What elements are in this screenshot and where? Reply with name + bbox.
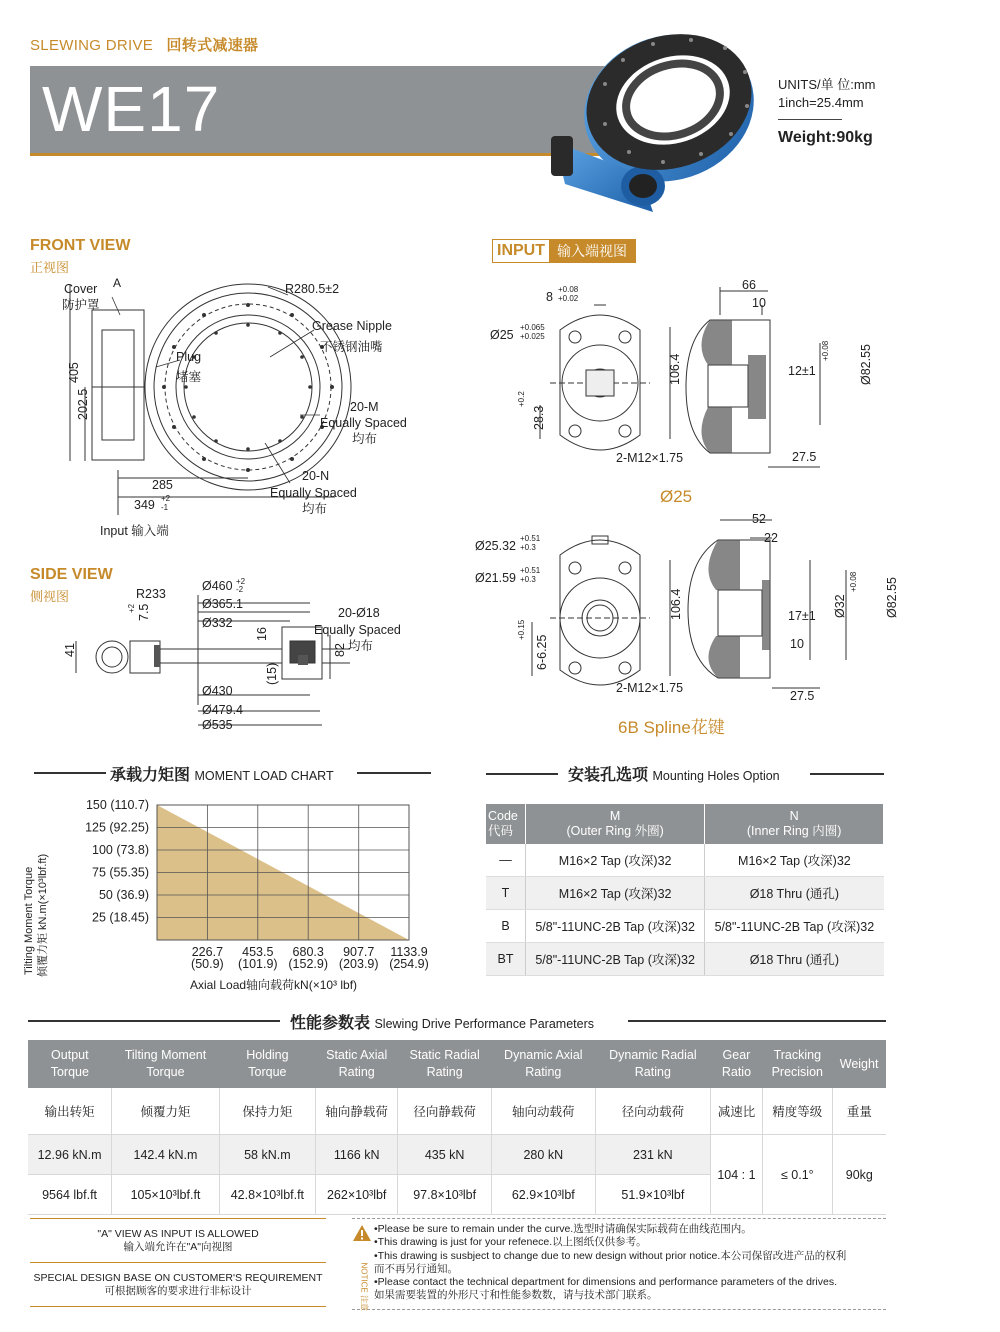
mount-header-n xyxy=(705,804,884,844)
perf-imperial-cell: 62.9×10³lbf xyxy=(491,1175,595,1215)
special-design-note-en: SPECIAL DESIGN BASE ON CUSTOMER'S REQUIREMENT xyxy=(33,1272,323,1284)
warning-icon xyxy=(352,1223,372,1243)
perf-metric-cell: 1166 kN xyxy=(315,1135,398,1175)
moment-chart-heading xyxy=(110,762,334,785)
side-view-drawing xyxy=(60,575,440,735)
perf-cn-cell: 保持力矩 xyxy=(219,1088,315,1135)
chart-ylabel-en: Tilting Moment Torque xyxy=(23,866,35,975)
y-tick-label: 150 (110.7) xyxy=(85,798,149,812)
height-283-label: 28.3 xyxy=(532,405,546,430)
perf-cn-cell: 精度等级 xyxy=(762,1088,832,1135)
length-22-label: 22 xyxy=(764,531,778,545)
performance-cn-row xyxy=(28,1088,886,1135)
spline-height-1064: 106.4 xyxy=(669,588,683,620)
y-tick-label: 125 (92.25) xyxy=(85,820,149,835)
height-1064-label: 106.4 xyxy=(668,353,682,385)
h15-label: (15) xyxy=(265,662,279,685)
height-2025-label: 202.5 xyxy=(76,388,90,420)
table-row xyxy=(486,877,884,910)
perf-imperial-cell: 97.8×10³lbf xyxy=(398,1175,491,1215)
grease-nipple-label: Grease Nipple xyxy=(312,319,392,333)
mount-m-cell: M16×2 Tap (攻深)32 xyxy=(526,877,705,910)
chart-heading-rule-right xyxy=(357,772,431,774)
height-405-label: 405 xyxy=(67,362,81,383)
chart-heading-rule-left xyxy=(34,772,106,774)
x-tick-sublabel: (152.9) xyxy=(288,957,328,971)
y-tick-label: 75 (55.35) xyxy=(92,865,149,880)
mount-code-cell: — xyxy=(486,844,526,877)
perf-precision: ≤ 0.1° xyxy=(762,1135,832,1215)
spline-major-tol-dn: +0.3 xyxy=(520,543,536,552)
side-view-title-cn: 侧视图 xyxy=(30,589,70,604)
m-holes-label: 20-M xyxy=(350,400,379,414)
input-view-title-cn: 输入端视图 xyxy=(549,240,635,262)
perf-metric-cell: 435 kN xyxy=(398,1135,491,1175)
mounting-heading xyxy=(568,762,780,785)
perf-heading-rule-right xyxy=(628,1020,886,1022)
units-info xyxy=(778,76,876,112)
x-tick-label: 907.7 xyxy=(343,945,375,959)
product-image xyxy=(545,24,770,214)
length-275b-label: 27.5 xyxy=(790,689,815,703)
h75-tol: +2 xyxy=(127,603,136,613)
h16-label: 16 xyxy=(255,627,269,641)
key-width-tol-dn: +0.02 xyxy=(558,294,579,303)
spline-flange-dia: Ø82.55 xyxy=(885,576,899,618)
x-tick-sublabel: (101.9) xyxy=(237,957,278,971)
chart-ylabel-cn: 倾覆力矩 kN.m(×10³lbf.ft) xyxy=(37,853,49,977)
plug-label: Plug xyxy=(176,350,202,364)
d3651-label: Ø365.1 xyxy=(202,597,244,611)
length-52-label: 52 xyxy=(752,512,766,526)
perf-header-cell: Gear Ratio xyxy=(710,1040,762,1088)
performance-header-row xyxy=(28,1040,886,1088)
d430-label: Ø430 xyxy=(202,684,233,698)
spline-shaft-caption: 6B Spline花键 xyxy=(618,718,725,737)
perf-header-cell: Dynamic Radial Rating xyxy=(595,1040,710,1088)
spline-major-tol-up: +0.51 xyxy=(520,534,541,543)
notes-rule xyxy=(30,1306,326,1307)
mounting-heading-cn: 安装孔选项 xyxy=(568,767,649,784)
category-en: SLEWING DRIVE xyxy=(30,37,154,54)
flange-dia-label: Ø82.55 xyxy=(859,343,873,385)
front-view-title-cn: 正视图 xyxy=(30,260,70,275)
cover-label-cn: 防护罩 xyxy=(62,298,100,312)
mount-header-n-text: N (Inner Ring 内圈) xyxy=(746,809,842,838)
moment-chart-heading-en: MOMENT LOAD CHART xyxy=(194,769,334,783)
view-a-note-en: "A" VIEW AS INPUT IS ALLOWED xyxy=(97,1228,259,1240)
cover-label: Cover xyxy=(64,282,98,296)
width-349-tol-up: +2 xyxy=(161,494,171,503)
perf-header-cell: Tilting Moment Torque xyxy=(112,1040,220,1088)
mount-header-m-text: M (Outer Ring 外圈) xyxy=(566,809,664,838)
perf-metric-cell: 280 kN xyxy=(491,1135,595,1175)
perf-metric-cell: 142.4 kN.m xyxy=(112,1135,220,1175)
y-tick-label: 25 (18.45) xyxy=(92,910,149,925)
notice-line: •This drawing is susbject to change due to new design without prior notice.本公司保留改进产品的权利 xyxy=(374,1249,847,1262)
length-10b-label: 10 xyxy=(790,637,804,651)
special-design-note xyxy=(30,1272,326,1298)
spline-width-label: 6-6.25 xyxy=(535,634,549,670)
length-275-label: 27.5 xyxy=(792,450,817,464)
mounting-header-row xyxy=(486,804,884,844)
d460-tol-dn: -2 xyxy=(236,585,244,594)
notice-box xyxy=(352,1218,886,1310)
mount-heading-rule-left xyxy=(486,773,558,775)
model-name: WE17 xyxy=(42,73,221,145)
n-holes-spacing-cn: 均布 xyxy=(302,502,328,516)
n-holes-label: 20-N xyxy=(302,469,330,483)
view-a-label: A xyxy=(113,276,122,290)
notice-line: 如果需要装置的外形尺寸和性能参数数，请与技术部门联系。 xyxy=(374,1289,658,1302)
perf-metric-cell: 12.96 kN.m xyxy=(28,1135,112,1175)
plug-label-cn: 堵塞 xyxy=(176,370,202,384)
performance-metric-row xyxy=(28,1135,886,1175)
notice-line: 而不再另行通知。 xyxy=(374,1262,458,1275)
mount-n-cell: Ø18 Thru (通孔) xyxy=(705,877,884,910)
outer-radius-label: R280.5±2 xyxy=(285,282,340,296)
mount-header-code xyxy=(486,804,526,844)
width-285-label: 285 xyxy=(152,478,173,492)
key-width-label: 8 xyxy=(546,290,553,304)
perf-imperial-cell: 51.9×10³lbf xyxy=(595,1175,710,1215)
mount-code-cell: B xyxy=(486,910,526,943)
moment-load-chart xyxy=(20,795,450,995)
n-holes-spacing: Equally Spaced xyxy=(270,486,357,500)
mount-header-code-text: Code 代码 xyxy=(488,809,518,838)
table-row xyxy=(486,844,884,877)
x-tick-label: 226.7 xyxy=(191,945,224,959)
grease-nipple-label-cn: 不锈钢油嘴 xyxy=(320,340,383,354)
notice-label: NOTICE 注意 xyxy=(359,1262,369,1311)
perf-header-cell: Tracking Precision xyxy=(762,1040,832,1088)
mount-code-cell: BT xyxy=(486,943,526,976)
input-view-title xyxy=(492,239,636,263)
tap-label: 2-M12×1.75 xyxy=(616,451,684,465)
holes-label: 20-Ø18 xyxy=(338,606,380,620)
mount-heading-rule-right xyxy=(810,773,884,775)
h41-label: 41 xyxy=(63,643,77,657)
mount-n-cell: 5/8"-11UNC-2B Tap (攻深)32 xyxy=(705,910,884,943)
key-width-tol-up: +0.08 xyxy=(558,285,579,294)
x-tick-label: 680.3 xyxy=(292,945,324,959)
chart-x-tick-group xyxy=(191,945,429,971)
mounting-holes-table xyxy=(486,804,884,976)
m-holes-spacing: Equally Spaced xyxy=(320,416,407,430)
d4794-label: Ø479.4 xyxy=(202,703,244,717)
y-tick-label: 50 (36.9) xyxy=(98,888,149,902)
mount-n-cell: Ø18 Thru (通孔) xyxy=(705,943,884,976)
moment-chart-heading-cn: 承载力矩图 xyxy=(110,767,191,784)
perf-header-cell: Static Axial Rating xyxy=(315,1040,398,1088)
perf-cn-cell: 重量 xyxy=(832,1088,886,1135)
perf-metric-cell: 231 kN xyxy=(595,1135,710,1175)
chart-y-tick-group xyxy=(85,798,149,925)
notice-line: •Please contact the technical department for dimensions and performance parameters of the drives. xyxy=(374,1276,838,1289)
width-349-tol-dn: -1 xyxy=(161,503,169,512)
category-cn: 回转式减速器 xyxy=(166,37,259,54)
perf-cn-cell: 轴向动载荷 xyxy=(491,1088,595,1135)
performance-table xyxy=(28,1040,886,1215)
performance-heading-cn: 性能参数表 xyxy=(290,1015,371,1032)
spline-major-dia: Ø25.32 xyxy=(475,539,517,553)
x-tick-sublabel: (50.9) xyxy=(191,957,224,971)
perf-imperial-cell: 42.8×10³lbf.ft xyxy=(219,1175,315,1215)
perf-header-cell: Holding Torque xyxy=(219,1040,315,1088)
shaft-dia-label: Ø25 xyxy=(490,328,514,342)
perf-imperial-cell: 105×10³lbf.ft xyxy=(112,1175,220,1215)
perf-cn-cell: 径向动载荷 xyxy=(595,1088,710,1135)
perf-heading-rule-left xyxy=(28,1020,280,1022)
front-view-title: FRONT VIEW xyxy=(30,237,131,254)
performance-heading xyxy=(290,1010,594,1033)
mounting-heading-en: Mounting Holes Option xyxy=(652,769,780,783)
perf-gear-ratio: 104 : 1 xyxy=(710,1135,762,1215)
mount-code-cell: T xyxy=(486,877,526,910)
weight-label: Weight:90kg xyxy=(778,129,873,146)
holes-spacing: Equally Spaced xyxy=(314,623,401,637)
d332-label: Ø332 xyxy=(202,616,233,630)
perf-cn-cell: 输出转矩 xyxy=(28,1088,112,1135)
h82-label: 82 xyxy=(333,643,347,657)
spline-minor-tol-dn: +0.3 xyxy=(520,575,536,584)
inch-conversion: 1inch=25.4mm xyxy=(778,95,864,110)
input-view-title-en: INPUT xyxy=(497,242,545,259)
mount-header-m xyxy=(526,804,705,844)
side-view-title: SIDE VIEW xyxy=(30,566,113,583)
h75-label: 7.5 xyxy=(137,603,151,621)
notes-rule xyxy=(30,1218,326,1219)
perf-header-cell: Weight xyxy=(832,1040,886,1088)
perf-imperial-cell: 9564 lbf.ft xyxy=(28,1175,112,1215)
perf-cn-cell: 径向静载荷 xyxy=(398,1088,491,1135)
input-view-spline-shaft xyxy=(470,510,899,720)
perf-metric-cell: 58 kN.m xyxy=(219,1135,315,1175)
mount-m-cell: M16×2 Tap (攻深)32 xyxy=(526,844,705,877)
width-349-label: 349 xyxy=(134,498,155,512)
spline-tap-label: 2-M12×1.75 xyxy=(616,681,684,695)
input-view-round-shaft xyxy=(480,275,880,515)
perf-header-cell: Output Torque xyxy=(28,1040,112,1088)
flange-dia-tol: +0.08 xyxy=(821,340,830,361)
x-tick-label: 453.5 xyxy=(242,945,274,959)
notice-line: •Please be sure to remain under the curve.选型时请确保实际载荷在曲线范围内。 xyxy=(374,1223,752,1235)
x-tick-sublabel: (203.9) xyxy=(338,957,379,971)
x-tick-sublabel: (254.9) xyxy=(389,957,429,971)
length-66-label: 66 xyxy=(742,278,756,292)
mount-n-cell: M16×2 Tap (攻深)32 xyxy=(705,844,884,877)
round-shaft-caption: Ø25 xyxy=(660,487,693,506)
shaft-dia-tol-dn: +0.025 xyxy=(520,332,545,341)
units-line: UNITS/单 位:mm xyxy=(778,77,876,92)
front-view-drawing xyxy=(30,275,450,545)
perf-weight: 90kg xyxy=(832,1135,886,1215)
spline-width-tol: +0.15 xyxy=(517,619,526,640)
perf-cn-cell: 倾覆力矩 xyxy=(112,1088,220,1135)
notice-line: •This drawing is just for your refenece.以上图纸仅供参考。 xyxy=(374,1236,647,1249)
mount-m-cell: 5/8"-11UNC-2B Tap (攻深)32 xyxy=(526,910,705,943)
perf-header-cell: Static Radial Rating xyxy=(398,1040,491,1088)
perf-header-cell: Dynamic Axial Rating xyxy=(491,1040,595,1088)
m-holes-spacing-cn: 均布 xyxy=(352,432,378,446)
perf-cn-cell: 轴向静载荷 xyxy=(315,1088,398,1135)
spline-flange-tol: +0.08 xyxy=(849,571,858,592)
spline-minor-tol-up: +0.51 xyxy=(520,566,541,575)
table-row xyxy=(486,943,884,976)
d535-label: Ø535 xyxy=(202,718,233,732)
units-divider xyxy=(778,119,842,120)
spline-minor-dia: Ø21.59 xyxy=(475,571,517,585)
d460-tol-up: +2 xyxy=(236,577,246,586)
view-a-note xyxy=(30,1228,326,1254)
perf-cn-cell: 减速比 xyxy=(710,1088,762,1135)
mount-m-cell: 5/8"-11UNC-2B Tap (攻深)32 xyxy=(526,943,705,976)
length-17-label: 17±1 xyxy=(788,609,816,623)
notice-lines xyxy=(374,1223,846,1303)
notes-rule xyxy=(30,1262,326,1263)
length-12-label: 12±1 xyxy=(788,364,816,378)
product-category xyxy=(30,34,258,55)
y-tick-label: 100 (73.8) xyxy=(92,843,149,857)
holes-spacing-cn: 均布 xyxy=(348,639,374,653)
design-notes xyxy=(30,1218,326,1308)
view-a-note-cn: 输入端允许在"A"向视图 xyxy=(123,1241,233,1253)
performance-heading-en: Slewing Drive Performance Parameters xyxy=(374,1017,594,1031)
d460-label: Ø460 xyxy=(202,579,233,593)
r233-label: R233 xyxy=(136,587,166,601)
table-row xyxy=(486,910,884,943)
special-design-note-cn: 可根据顾客的要求进行非标设计 xyxy=(104,1285,252,1297)
shaft-dia-tol-up: +0.065 xyxy=(520,323,545,332)
perf-imperial-cell: 262×10³lbf xyxy=(315,1175,398,1215)
x-tick-label: 1133.9 xyxy=(390,945,428,959)
input-label: Input 输入端 xyxy=(100,524,169,538)
chart-xlabel: Axial Load轴向载荷kN(×10³ lbf) xyxy=(190,978,358,992)
bore-32-label: Ø32 xyxy=(833,594,847,618)
height-283-tol: +0.2 xyxy=(517,391,526,407)
length-10-label: 10 xyxy=(752,296,766,310)
